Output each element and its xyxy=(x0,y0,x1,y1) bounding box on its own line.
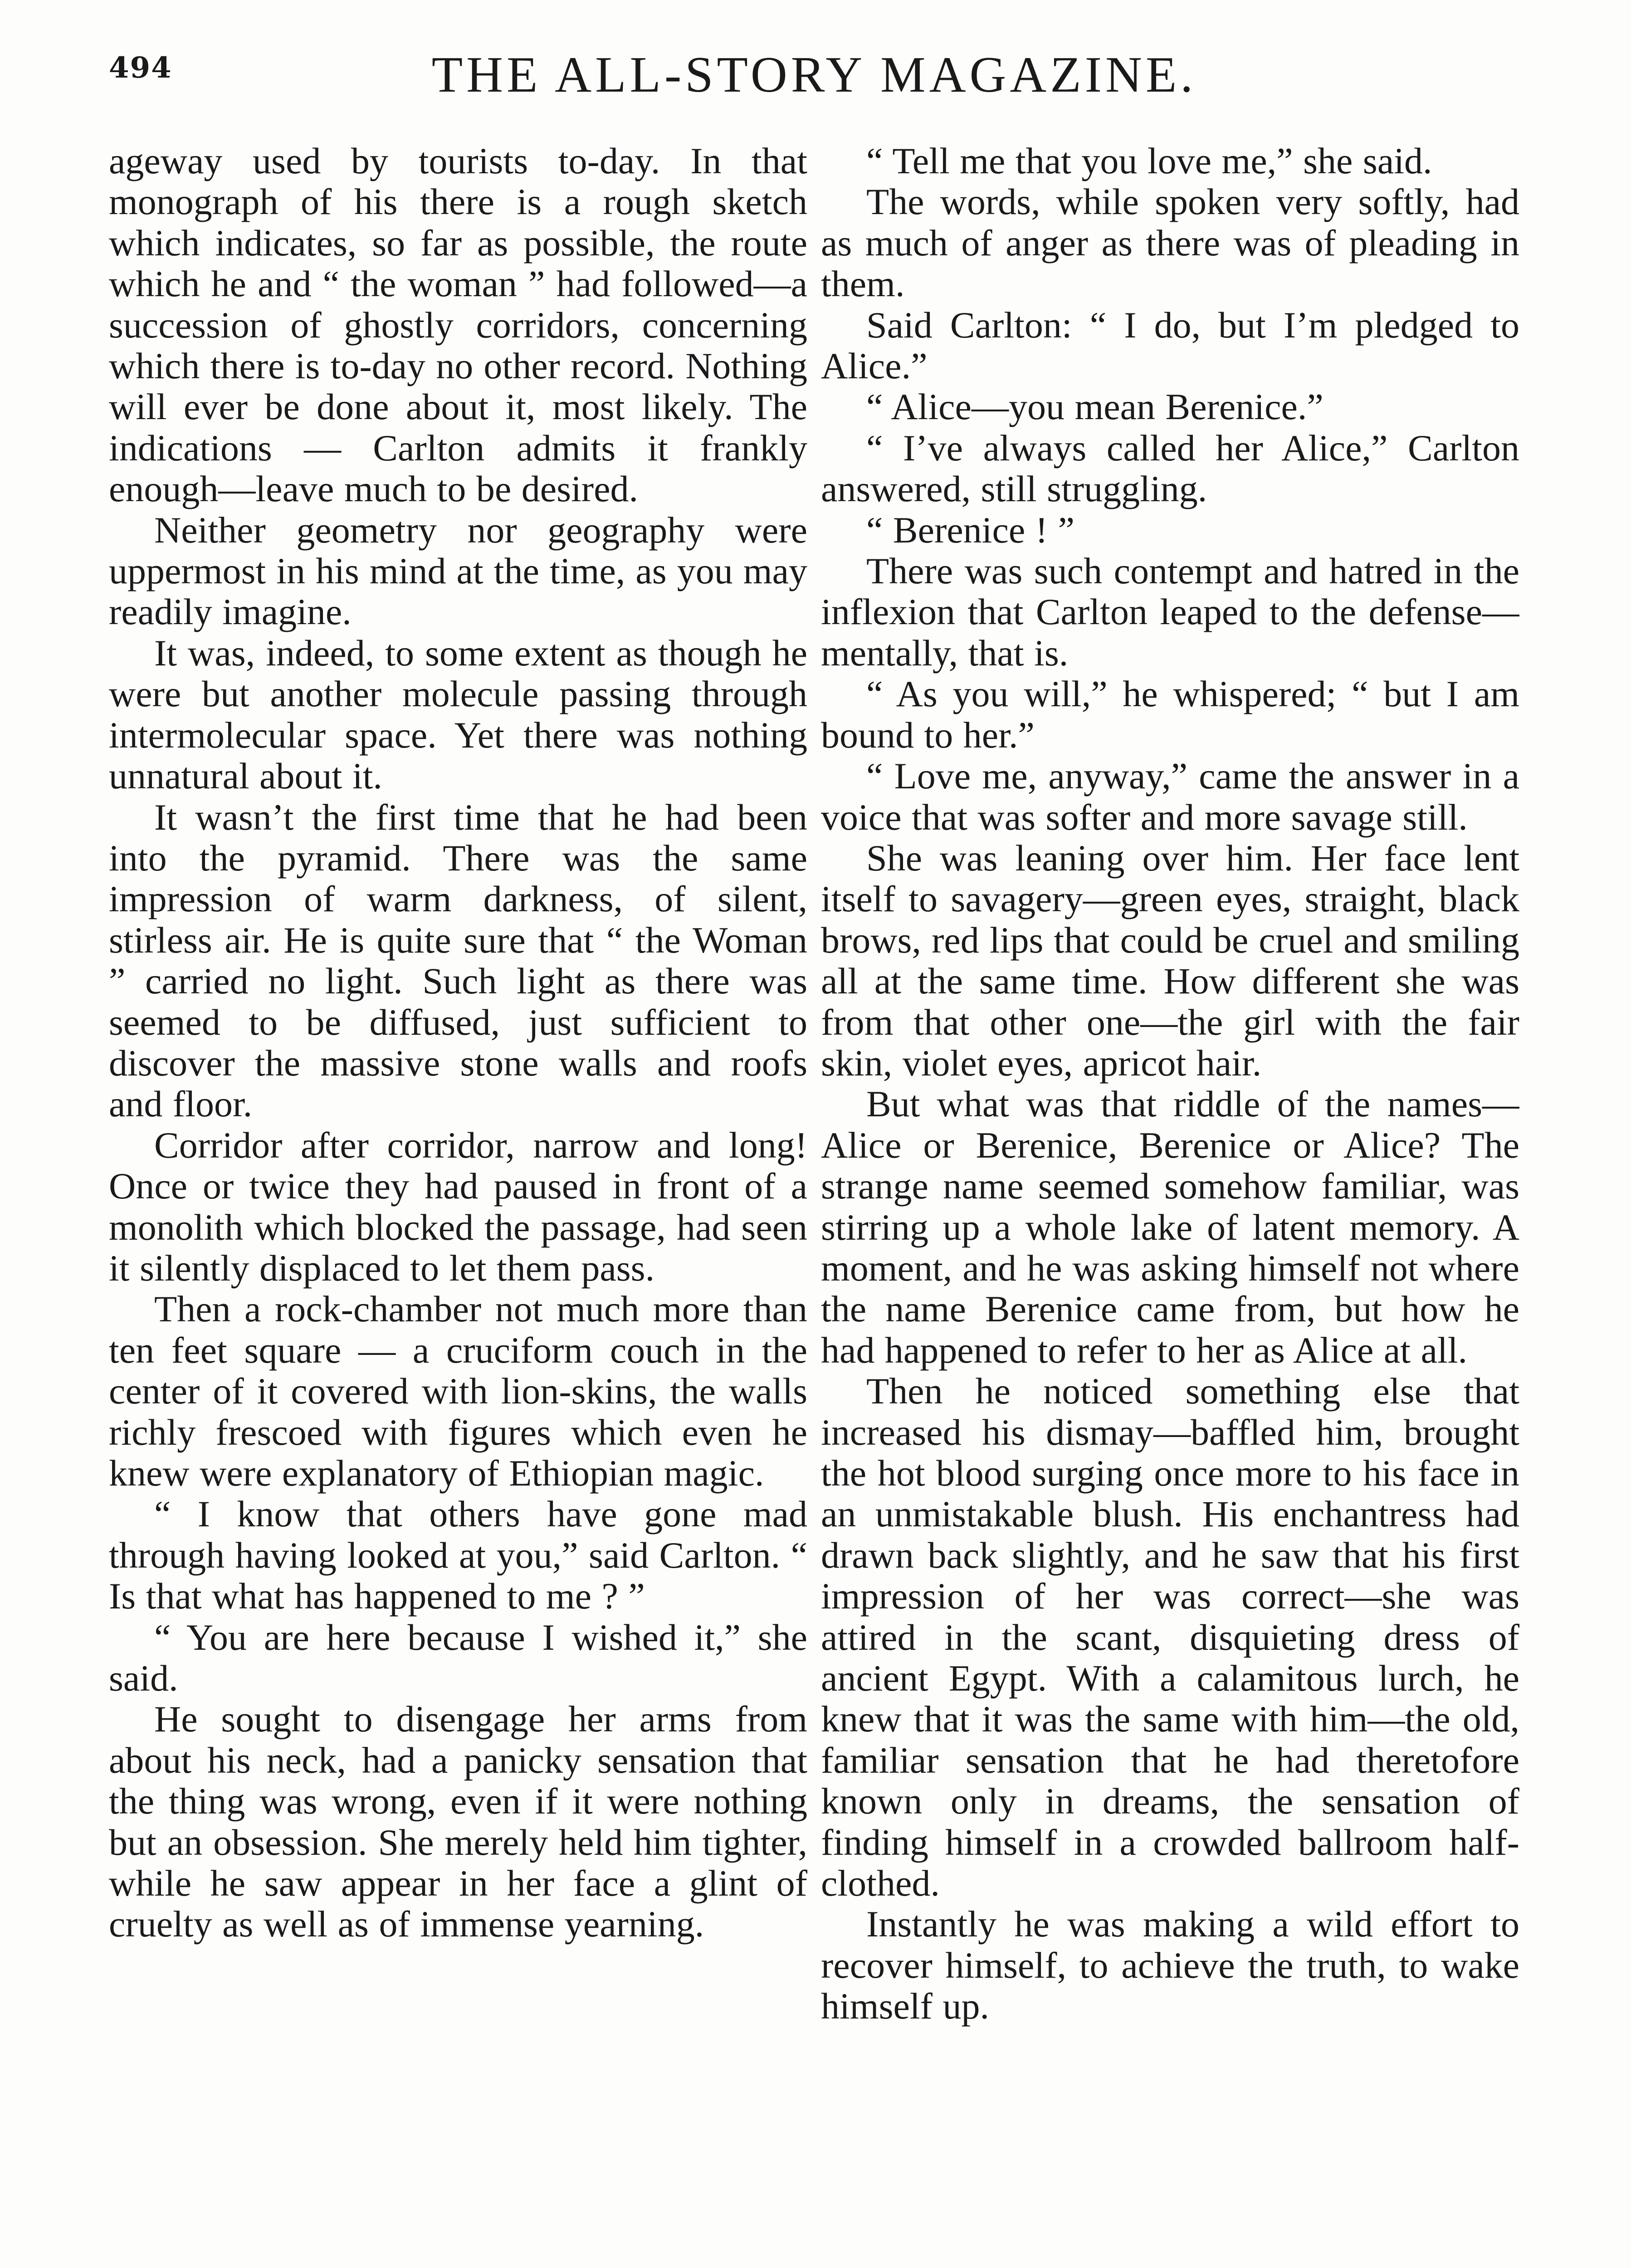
paragraph: Said Carlton: “ I do, but I’m pledged to Alice.” xyxy=(821,304,1519,387)
paragraph: “ I know that others have gone mad through having looked at you,” said Carlton. “ Is that what has happened to me ? ” xyxy=(109,1493,807,1617)
paragraph: Instantly he was making a wild effort to recover himself, to achieve the truth, to wake himself up. xyxy=(821,1903,1519,2027)
paragraph: Then he noticed something else that increased his dismay—baffled him, brought the hot blood surging once more to his face in an unmistakable blush. His enchantress had drawn back slightly, and he saw that his first impression of her was correct—she was attired in the scant, disquieting dress of ancient Egypt. With a calamitous lurch, he knew that it was the same with him—the old, familiar sensation that he had theretofore known only in dreams, the sensation of finding himself in a crowded ballroom half-clothed. xyxy=(821,1370,1519,1904)
paragraph: Then a rock-chamber not much more than ten feet square — a cruciform couch in the center of it covered with lion-skins, the walls richly frescoed with figures which even he knew were explanatory of Ethiopian magic. xyxy=(109,1288,807,1494)
paragraph: “ Berenice ! ” xyxy=(866,509,1074,551)
paragraph: She was leaning over him. Her face lent itself to savagery—green eyes, straight, black brows, red lips that could be cruel and smiling all at the same time. How different she was from that other one—the girl with the fair skin, violet eyes, apricot hair. xyxy=(821,837,1519,1084)
paragraph: Corridor after corridor, narrow and long! Once or twice they had paused in front of a monolith which blocked the passage, had seen it silently displaced to let them pass. xyxy=(109,1124,807,1289)
page-header xyxy=(109,41,1519,109)
paragraph: “ You are here because I wished it,” she said. xyxy=(109,1616,807,1699)
paragraph: “ Tell me that you love me,” she said. xyxy=(866,141,1432,181)
paragraph: “ As you will,” he whispered; “ but I am bound to her.” xyxy=(821,673,1519,756)
paragraph: ageway used by tourists to-day. In that monograph of his there is a rough sketch which indicates, so far as possible, the route which he and “ the woman ” had followed—a succession of ghostly corridors, concerning which there is to-day no other record. Nothing will ever be done about it, most likely. The indications — Carlton admits it frankly enough—leave much to be desired. xyxy=(109,141,807,510)
paragraph: He sought to disengage her arms from about his neck, had a panicky sensation that the thing was wrong, even if it were nothing but an obsession. She merely held him tighter, while he saw appear in her face a glint of cruelty as well as of immense yearning. xyxy=(109,1698,807,1945)
paragraph: But what was that riddle of the names—Alice or Berenice, Berenice or Alice? The strange name seemed somehow familiar, was stirring up a whole lake of latent memory. A moment, and he was asking himself not where the name Berenice came from, but how he had happened to refer to her as Alice at all. xyxy=(821,1083,1519,1371)
left-column xyxy=(109,141,807,2268)
paragraph: It wasn’t the first time that he had been into the pyramid. There was the same impression of warm darkness, of silent, stirless air. He is quite sure that “ the Woman ” carried no light. Such light as there was seemed to be diffused, just sufficient to discover the massive stone walls and roofs and floor. xyxy=(109,796,807,1125)
paragraph: The words, while spoken very softly, had as much of anger as there was of pleading in them. xyxy=(821,181,1519,305)
paragraph: “ Alice—you mean Berenice.” xyxy=(866,386,1323,428)
paragraph: It was, indeed, to some extent as though he were but another molecule passing through intermolecular space. Yet there was nothing unnatural about it. xyxy=(109,632,807,797)
paragraph: “ Love me, anyway,” came the answer in a voice that was softer and more savage still. xyxy=(821,755,1519,838)
page-number: 494 xyxy=(109,51,172,85)
right-column xyxy=(821,141,1519,2268)
running-title: THE ALL-STORY MAGAZINE. xyxy=(431,47,1197,103)
paragraph: There was such contempt and hatred in the inflexion that Carlton leaped to the defense—mentally, that is. xyxy=(821,550,1519,674)
paragraph: Neither geometry nor geography were uppermost in his mind at the time, as you may readily imagine. xyxy=(109,509,807,633)
paragraph: “ I’ve always called her Alice,” Carlton answered, still struggling. xyxy=(821,427,1519,510)
